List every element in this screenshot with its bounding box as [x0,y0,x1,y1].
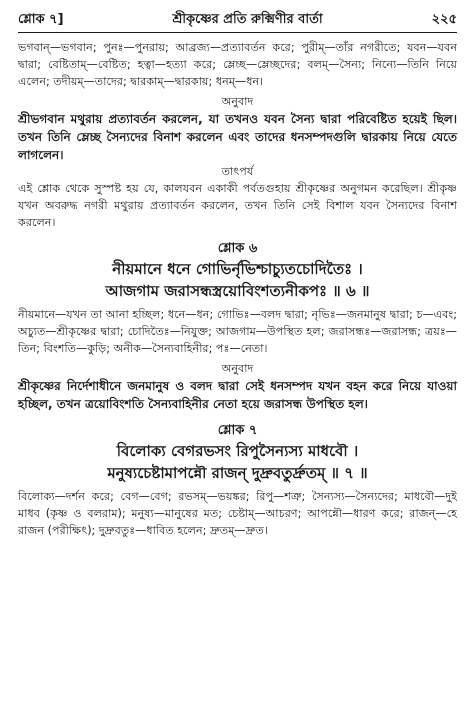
chapter-title: শ্রীকৃষ্ণের প্রতি রুক্মিণীর বার্তা [172,12,323,27]
translation-heading: অনুবাদ [221,95,254,108]
purport-heading: তাৎপর্য [221,165,254,178]
translation-heading: অনুবাদ [221,362,254,375]
verse-7-line-2: মনুষ্যচেষ্টামাপন্নৌ রাজন্ দুদ্রুবতুর্দ্রুতম্ ॥ ৭ ॥ [107,464,368,482]
page-number: ২২৫ [431,12,457,27]
verse-7-number: শ্লোক ৭ [217,423,258,438]
verse-6-line-1: নীয়মানে ধনে গোভির্নৃভিশ্চাচ্যুতচোদিতৈঃ । [112,260,363,278]
synonyms-verse-6: নীয়মানে—যখন তা আনা হচ্ছিল; ধনে—ধন; গোভিঃ—বলদ দ্বারা; নৃভিঃ—জনমানুষ দ্বারা; চ—এবং; অচ্যুত—শ্রীকৃষ্ণের দ্বারা; চোদিতৈঃ—নিযুক্ত; আজগাম—উপস্থিত হল; জরাসন্ধঃ—জরাসন্ধ; ত্রয়ঃ—তিন; বিংশতি—কুড়ি; অনীক—সৈন্যবাহিনীর; পঃ—নেতা। [18,308,457,355]
translation-verse-6: শ্রীকৃষ্ণের নির্দেশাধীনে জনমানুষ ও বলদ দ্বারা সেই ধনসম্পদ যখন বহন করে নিয়ে যাওয়া হচ্ছিল, তখন ত্রয়োবিংশতি সৈন্যবাহিনীর নেতা হয়ে জরাসন্ধ উপস্থিত হল। [18,379,457,411]
synonyms-verse-7: বিলোক্য—দর্শন করে; বেগ—বেগ; রভসম্—ভয়ঙ্কর; রিপু—শত্রু; সৈন্যস্য—সৈন্যদের; মাধবৌ—দুই মাধব (কৃষ্ণ ও বলরাম); মনুষ্য—মানুষের মত; চেষ্টাম্—আচরণ; আপন্নৌ—ধারণ করে; রাজন্—হে রাজন (পরীক্ষিৎ); দুদ্রুবতুঃ—ধাবিত হলেন; দ্রুতম্—দ্রুত। [18,490,457,537]
header-divider [18,32,457,33]
verse-6-line-2: আজগাম জরাসন্ধস্ত্রয়োবিংশত্যনীকপঃ ॥ ৬ ॥ [105,282,370,300]
verse-6-number: শ্লোক ৬ [217,241,258,256]
verse-7-line-1: বিলোক্য বেগরভসং রিপুসৈন্যস্য মাধবৌ । [116,442,359,460]
purport-verse-5: এই শ্লোক থেকে সুস্পষ্ট হয় যে, কালযবন একাকী পর্বতগুহায় শ্রীকৃষ্ণের অনুগমন করেছিল। শ্রীকৃষ্ণ যখন অবরুদ্ধ নগরী মথুরায় প্রত্যাবর্তন করলেন, তখন তিনি সেই বিশাল যবন সৈন্যদের বিনাশ করলেন। [18,182,457,229]
verse-reference: শ্লোক ৭] [18,12,64,27]
running-header [18,10,457,30]
synonyms-verse-5: ভগবান্—ভগবান; পুনঃ—পুনরায়; আব্রজ্য—প্রত্যাবর্তন করে; পুরীম্—তাঁর নগরীতে; যবন—যবন দ্বারা; বেষ্টিতাম্—বেষ্টিত; হত্বা—হত্যা করে; ম্লেচ্ছ—ম্লেচ্ছদের; বলম্—সৈন্য; নিন্যে—তিনি নিয়ে এলেন; তদীয়ম্—তাদের; দ্বারকাম্—দ্বারকায়; ধনম্—ধন। [18,41,457,88]
translation-verse-5: শ্রীভগবান মথুরায় প্রত্যাবর্তন করলেন, যা তখনও যবন সৈন্য দ্বারা পরিবেষ্টিত হয়েই ছিল। তখন তিনি ম্লেচ্ছ সৈন্যদের বিনাশ করলেন এবং তাদের ধনসম্পদগুলি দ্বারকায় নিয়ে যেতে লাগলেন। [18,112,457,162]
